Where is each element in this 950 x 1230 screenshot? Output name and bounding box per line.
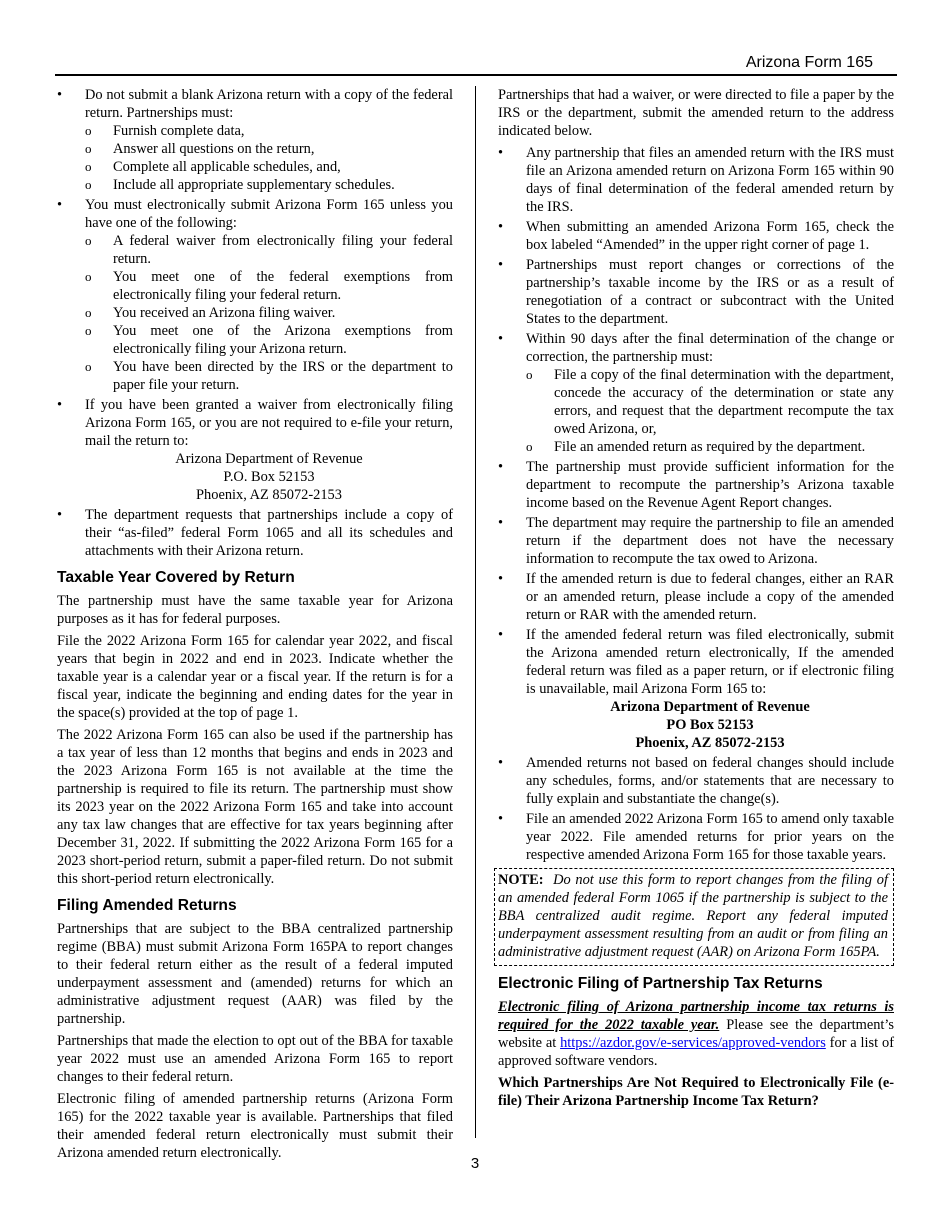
list-item-text: When submitting an amended Arizona Form 165, check the box labeled “Amended” in the upper right corner of page 1. <box>526 219 894 253</box>
right-column <box>498 86 894 1114</box>
list-item-text: The department may require the partnership to file an amended return if the department does not have the necessary information to recompute the tax owed to Arizona. <box>526 515 894 567</box>
paragraph: The 2022 Arizona Form 165 can also be used if the partnership has a tax year of less than 12 months that begins and ends in 2023 and the 2023 Arizona Form 165 is not available at the time the partnership is required to file its return. The partnership must show its 2023 year on the 2022 Arizona Form 165 and take into account any tax law changes that are effective for tax years beginning after December 31, 2022. If submitting the 2022 Arizona Form 165 for a 2023 short-period return, submit a paper-filed return. Do not submit this short-period return electronically. <box>57 727 453 887</box>
list-item-text: Partnerships must report changes or corrections of the partnership’s taxable income by the IRS or as a result of renegotiation of a contract or subcontract with the United States to the department. <box>526 257 894 327</box>
sub-list-item-text: Include all appropriate supplementary schedules. <box>113 177 395 193</box>
list-item-text: If you have been granted a waiver from electronically filing Arizona Form 165, or you are not required to e-file your return, mail the return to: <box>85 397 453 449</box>
list-item <box>57 396 453 504</box>
bullet-icon: • <box>498 755 504 771</box>
sub-list <box>526 366 894 456</box>
sub-list-item-text: You meet one of the federal exemptions from electronically filing your federal return. <box>113 269 453 303</box>
section-heading-taxable-year: Taxable Year Covered by Return <box>57 569 295 586</box>
sub-list-item-text: Answer all questions on the return, <box>113 141 315 157</box>
bullet-icon: • <box>498 627 504 643</box>
list-item-text: Do not submit a blank Arizona return with a copy of the federal return. Partnerships must: <box>85 87 453 121</box>
circle-bullet-icon: o <box>85 141 92 156</box>
sub-list-item <box>85 232 453 268</box>
sub-list-item-text: A federal waiver from electronically filing your federal return. <box>113 233 453 267</box>
list-item <box>57 86 453 194</box>
column-divider <box>475 86 476 1138</box>
approved-vendors-link[interactable]: https://azdor.gov/e-services/approved-vendors <box>560 1035 826 1051</box>
list-item <box>498 514 894 568</box>
list-item-text: The department requests that partnerships include a copy of their “as-filed” federal Form 1065 and all its schedules and attachments with their Arizona return. <box>85 507 453 559</box>
paragraph: Electronic filing of amended partnership returns (Arizona Form 165) for the 2022 taxable year is available. Partnerships that filed their amended federal return electronically must submit their Arizona amended return electronically. <box>57 1091 453 1161</box>
address-line: Arizona Department of Revenue <box>175 451 363 467</box>
efile-paragraph <box>498 998 894 1070</box>
list-item-text: Within 90 days after the final determination of the change or correction, the partnership must: <box>526 331 894 365</box>
list-item-text: The partnership must provide sufficient information for the department to recompute the partnership’s Arizona taxable income based on the Revenue Agent Report changes. <box>526 459 894 511</box>
sub-list-item <box>526 366 894 438</box>
header-rule <box>55 74 897 76</box>
bullet-icon: • <box>498 257 504 273</box>
amended-instructions-list <box>498 144 894 864</box>
sub-list-item-text: You meet one of the Arizona exemptions from electronically filing your Arizona return. <box>113 323 453 357</box>
sub-list-item-text: Furnish complete data, <box>113 123 245 139</box>
address-line: Arizona Department of Revenue <box>610 699 810 715</box>
sub-list-item <box>85 304 453 322</box>
address-line: P.O. Box 52153 <box>223 469 315 485</box>
sub-list-item-text: File an amended return as required by the department. <box>554 439 866 455</box>
sub-list-item <box>85 268 453 304</box>
sub-list-item <box>85 122 453 140</box>
circle-bullet-icon: o <box>85 305 92 320</box>
sub-list <box>85 232 453 394</box>
efile-text: for a list of approved software vendors. <box>498 1035 894 1069</box>
sub-list-item-text: You have been directed by the IRS or the department to paper file your return. <box>113 359 453 393</box>
circle-bullet-icon: o <box>85 177 92 192</box>
circle-bullet-icon: o <box>85 323 92 338</box>
bullet-icon: • <box>57 507 63 523</box>
bullet-icon: • <box>57 197 63 213</box>
circle-bullet-icon: o <box>526 439 533 454</box>
page-number: 3 <box>470 1155 480 1172</box>
list-item-text: If the amended federal return was filed electronically, submit the Arizona amended return electronically, If the amended federal return was filed as a paper return, or if electronic filing is unavailable, mail Arizona Form 165 to: <box>526 627 894 697</box>
section-heading-electronic-filing: Electronic Filing of Partnership Tax Returns <box>498 975 823 992</box>
sub-list-item-text: Complete all applicable schedules, and, <box>113 159 341 175</box>
bullet-icon: • <box>498 459 504 475</box>
list-item <box>498 570 894 624</box>
note-text: Do not use this form to report changes from the filing of an amended federal Form 1065 if the partnership is subject to the BBA centralized audit regime. Report any federal imputed underpayment assessment resulting from an audit or from filing an administrative adjustment request (AAR) on Arizona Form 165PA. <box>498 872 888 960</box>
mailing-address <box>85 450 453 504</box>
sub-list-item-text: You received an Arizona filing waiver. <box>113 305 336 321</box>
list-item <box>498 218 894 254</box>
paragraph: The partnership must have the same taxable year for Arizona purposes as it has for federal purposes. <box>57 593 453 627</box>
efile-text: Please see the department’s website at <box>498 1017 895 1051</box>
bullet-icon: • <box>498 515 504 531</box>
bullet-icon: • <box>498 331 504 347</box>
note-label: NOTE: <box>498 872 544 888</box>
instruction-list <box>57 86 453 560</box>
list-item <box>498 754 894 808</box>
circle-bullet-icon: o <box>85 359 92 374</box>
circle-bullet-icon: o <box>85 233 92 248</box>
circle-bullet-icon: o <box>85 269 92 284</box>
left-column <box>57 86 453 1166</box>
bullet-icon: • <box>57 397 63 413</box>
bullet-icon: • <box>57 87 63 103</box>
list-item <box>498 458 894 512</box>
bullet-icon: • <box>498 571 504 587</box>
circle-bullet-icon: o <box>85 123 92 138</box>
bullet-icon: • <box>498 145 504 161</box>
sub-list-item <box>85 322 453 358</box>
circle-bullet-icon: o <box>85 159 92 174</box>
section-heading-amended-returns: Filing Amended Returns <box>57 897 237 914</box>
question-heading: Which Partnerships Are Not Required to Electronically File (e-file) Their Arizona Partnership Income Tax Return? <box>498 1075 894 1109</box>
sub-list-item <box>85 176 453 194</box>
list-item-text: Amended returns not based on federal changes should include any schedules, forms, and/or statements that are necessary to fully explain and substantiate the change(s). <box>526 755 894 807</box>
paragraph: Partnerships that are subject to the BBA centralized partnership regime (BBA) must submit Arizona Form 165PA to report changes to their federal return either as the result of a federal imputed underpayment assessment and (amended) returns for which an administrative adjustment request (AAR) was filed by the partnership. <box>57 921 453 1027</box>
list-item-text: Any partnership that files an amended return with the IRS must file an Arizona amended return on Arizona Form 165 within 90 days of final determination of the federal amended return by the IRS. <box>526 145 894 215</box>
list-item <box>498 256 894 328</box>
sub-list-item <box>85 158 453 176</box>
list-item <box>498 330 894 456</box>
bullet-icon: • <box>498 811 504 827</box>
address-line: Phoenix, AZ 85072-2153 <box>635 735 785 751</box>
bullet-icon: • <box>498 219 504 235</box>
list-item <box>498 626 894 752</box>
sub-list <box>85 122 453 194</box>
list-item-text: You must electronically submit Arizona Form 165 unless you have one of the following: <box>85 197 453 231</box>
sub-list-item-text: File a copy of the final determination with the department, concede the accuracy of the determination or state any errors, and request that the department recompute the tax owed Arizona, or, <box>554 367 894 437</box>
note-box <box>494 868 894 966</box>
form-title: Arizona Form 165 <box>745 54 873 71</box>
paragraph: Partnerships that made the election to opt out of the BBA for taxable year 2022 must use an amended Arizona Form 165 to report changes to their federal return. <box>57 1033 453 1085</box>
mailing-address <box>526 698 894 752</box>
list-item <box>498 144 894 216</box>
address-line: PO Box 52153 <box>666 717 754 733</box>
address-line: Phoenix, AZ 85072-2153 <box>196 487 342 503</box>
circle-bullet-icon: o <box>526 367 533 382</box>
sub-list-item <box>85 358 453 394</box>
sub-list-item <box>85 140 453 158</box>
list-item <box>498 810 894 864</box>
list-item-text: If the amended return is due to federal changes, either an RAR or an amended return, please include a copy of the amended return or RAR with the amended return. <box>526 571 894 623</box>
paragraph: File the 2022 Arizona Form 165 for calendar year 2022, and fiscal years that begin in 2022 and end in 2023. Indicate whether the taxable year is a calendar year or a fiscal year. If the return is for a fiscal year, indicate the beginning and ending dates for the year in the space(s) provided at the top of page 1. <box>57 633 453 721</box>
list-item <box>57 506 453 560</box>
efile-requirement: Electronic filing of Arizona partnership income tax returns is required for the 2022 taxable year. <box>498 999 894 1033</box>
list-item-text: File an amended 2022 Arizona Form 165 to amend only taxable year 2022. File amended returns for prior years on the respective amended Arizona Form 165 for those taxable years. <box>526 811 894 863</box>
paragraph: Partnerships that had a waiver, or were directed to file a paper by the IRS or the department, submit the amended return to the address indicated below. <box>498 87 894 139</box>
sub-list-item <box>526 438 894 456</box>
list-item <box>57 196 453 394</box>
